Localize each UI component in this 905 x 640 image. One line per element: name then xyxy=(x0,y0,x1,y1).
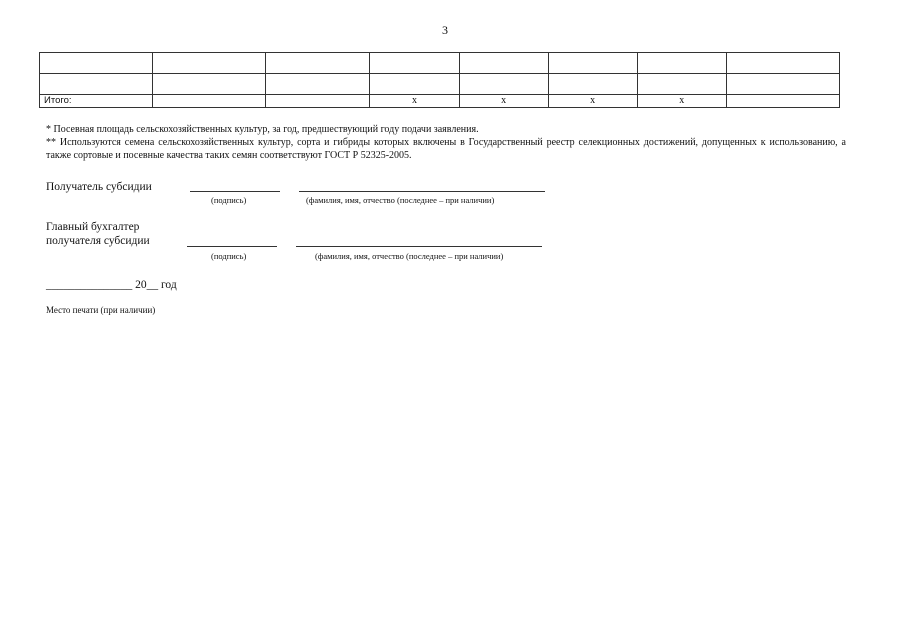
table-cell xyxy=(370,53,459,74)
table-cell xyxy=(548,74,637,95)
table-cell: x xyxy=(637,95,726,108)
table-cell xyxy=(40,74,153,95)
footnotes xyxy=(46,123,846,162)
footnote-1: * Посевная площадь сельскохозяйственных культур, за год, предшествующий году подачи заявления. xyxy=(46,124,479,135)
table-cell xyxy=(153,95,266,108)
recipient-name-caption: (фамилия, имя, отчество (последнее – при наличии) xyxy=(306,195,495,205)
table-cell: x xyxy=(370,95,459,108)
table-cell xyxy=(153,53,266,74)
table-cell xyxy=(726,53,839,74)
stamp-place: Место печати (при наличии) xyxy=(46,305,156,315)
table-cell xyxy=(726,74,839,95)
table-row xyxy=(40,53,840,74)
table-cell xyxy=(266,53,370,74)
table-cell xyxy=(370,74,459,95)
table-cell: x xyxy=(459,95,548,108)
table-cell xyxy=(637,53,726,74)
accountant-signature-caption: (подпись) xyxy=(211,251,247,261)
date-line xyxy=(46,278,177,292)
data-table xyxy=(39,52,840,108)
table-cell xyxy=(266,74,370,95)
table-cell xyxy=(153,74,266,95)
table-cell xyxy=(40,53,153,74)
table-cell xyxy=(726,95,839,108)
table-cell xyxy=(637,74,726,95)
footnote-2: ** Используются семена сельскохозяйственных культур, сорта и гибриды которых включены в Государственный реестр селекционных достижений, допущенных к использованию, а также сортовые и посевные качества таких семян соответствуют ГОСТ Р 52325-2005. xyxy=(46,137,846,161)
accountant-title-line1: Главный бухгалтер xyxy=(46,221,140,233)
date-year-text: 20__ год xyxy=(135,279,177,291)
table-row xyxy=(40,74,840,95)
accountant-signature-line[interactable] xyxy=(187,246,277,247)
total-row xyxy=(40,95,840,108)
table-cell xyxy=(266,95,370,108)
recipient-title: Получатель субсидии xyxy=(46,181,152,193)
recipient-signature-line[interactable] xyxy=(190,191,280,192)
date-blank: _______________ xyxy=(46,279,133,291)
accountant-title-line2: получателя субсидии xyxy=(46,235,150,247)
table-cell: x xyxy=(548,95,637,108)
accountant-name-caption: (фамилия, имя, отчество (последнее – при наличии) xyxy=(315,251,504,261)
accountant-name-line[interactable] xyxy=(296,246,542,247)
total-label: Итого: xyxy=(40,95,153,108)
table-cell xyxy=(459,53,548,74)
recipient-signature-caption: (подпись) xyxy=(211,195,247,205)
recipient-name-line[interactable] xyxy=(299,191,545,192)
page-number: 3 xyxy=(442,23,448,37)
table-cell xyxy=(459,74,548,95)
table-cell xyxy=(548,53,637,74)
